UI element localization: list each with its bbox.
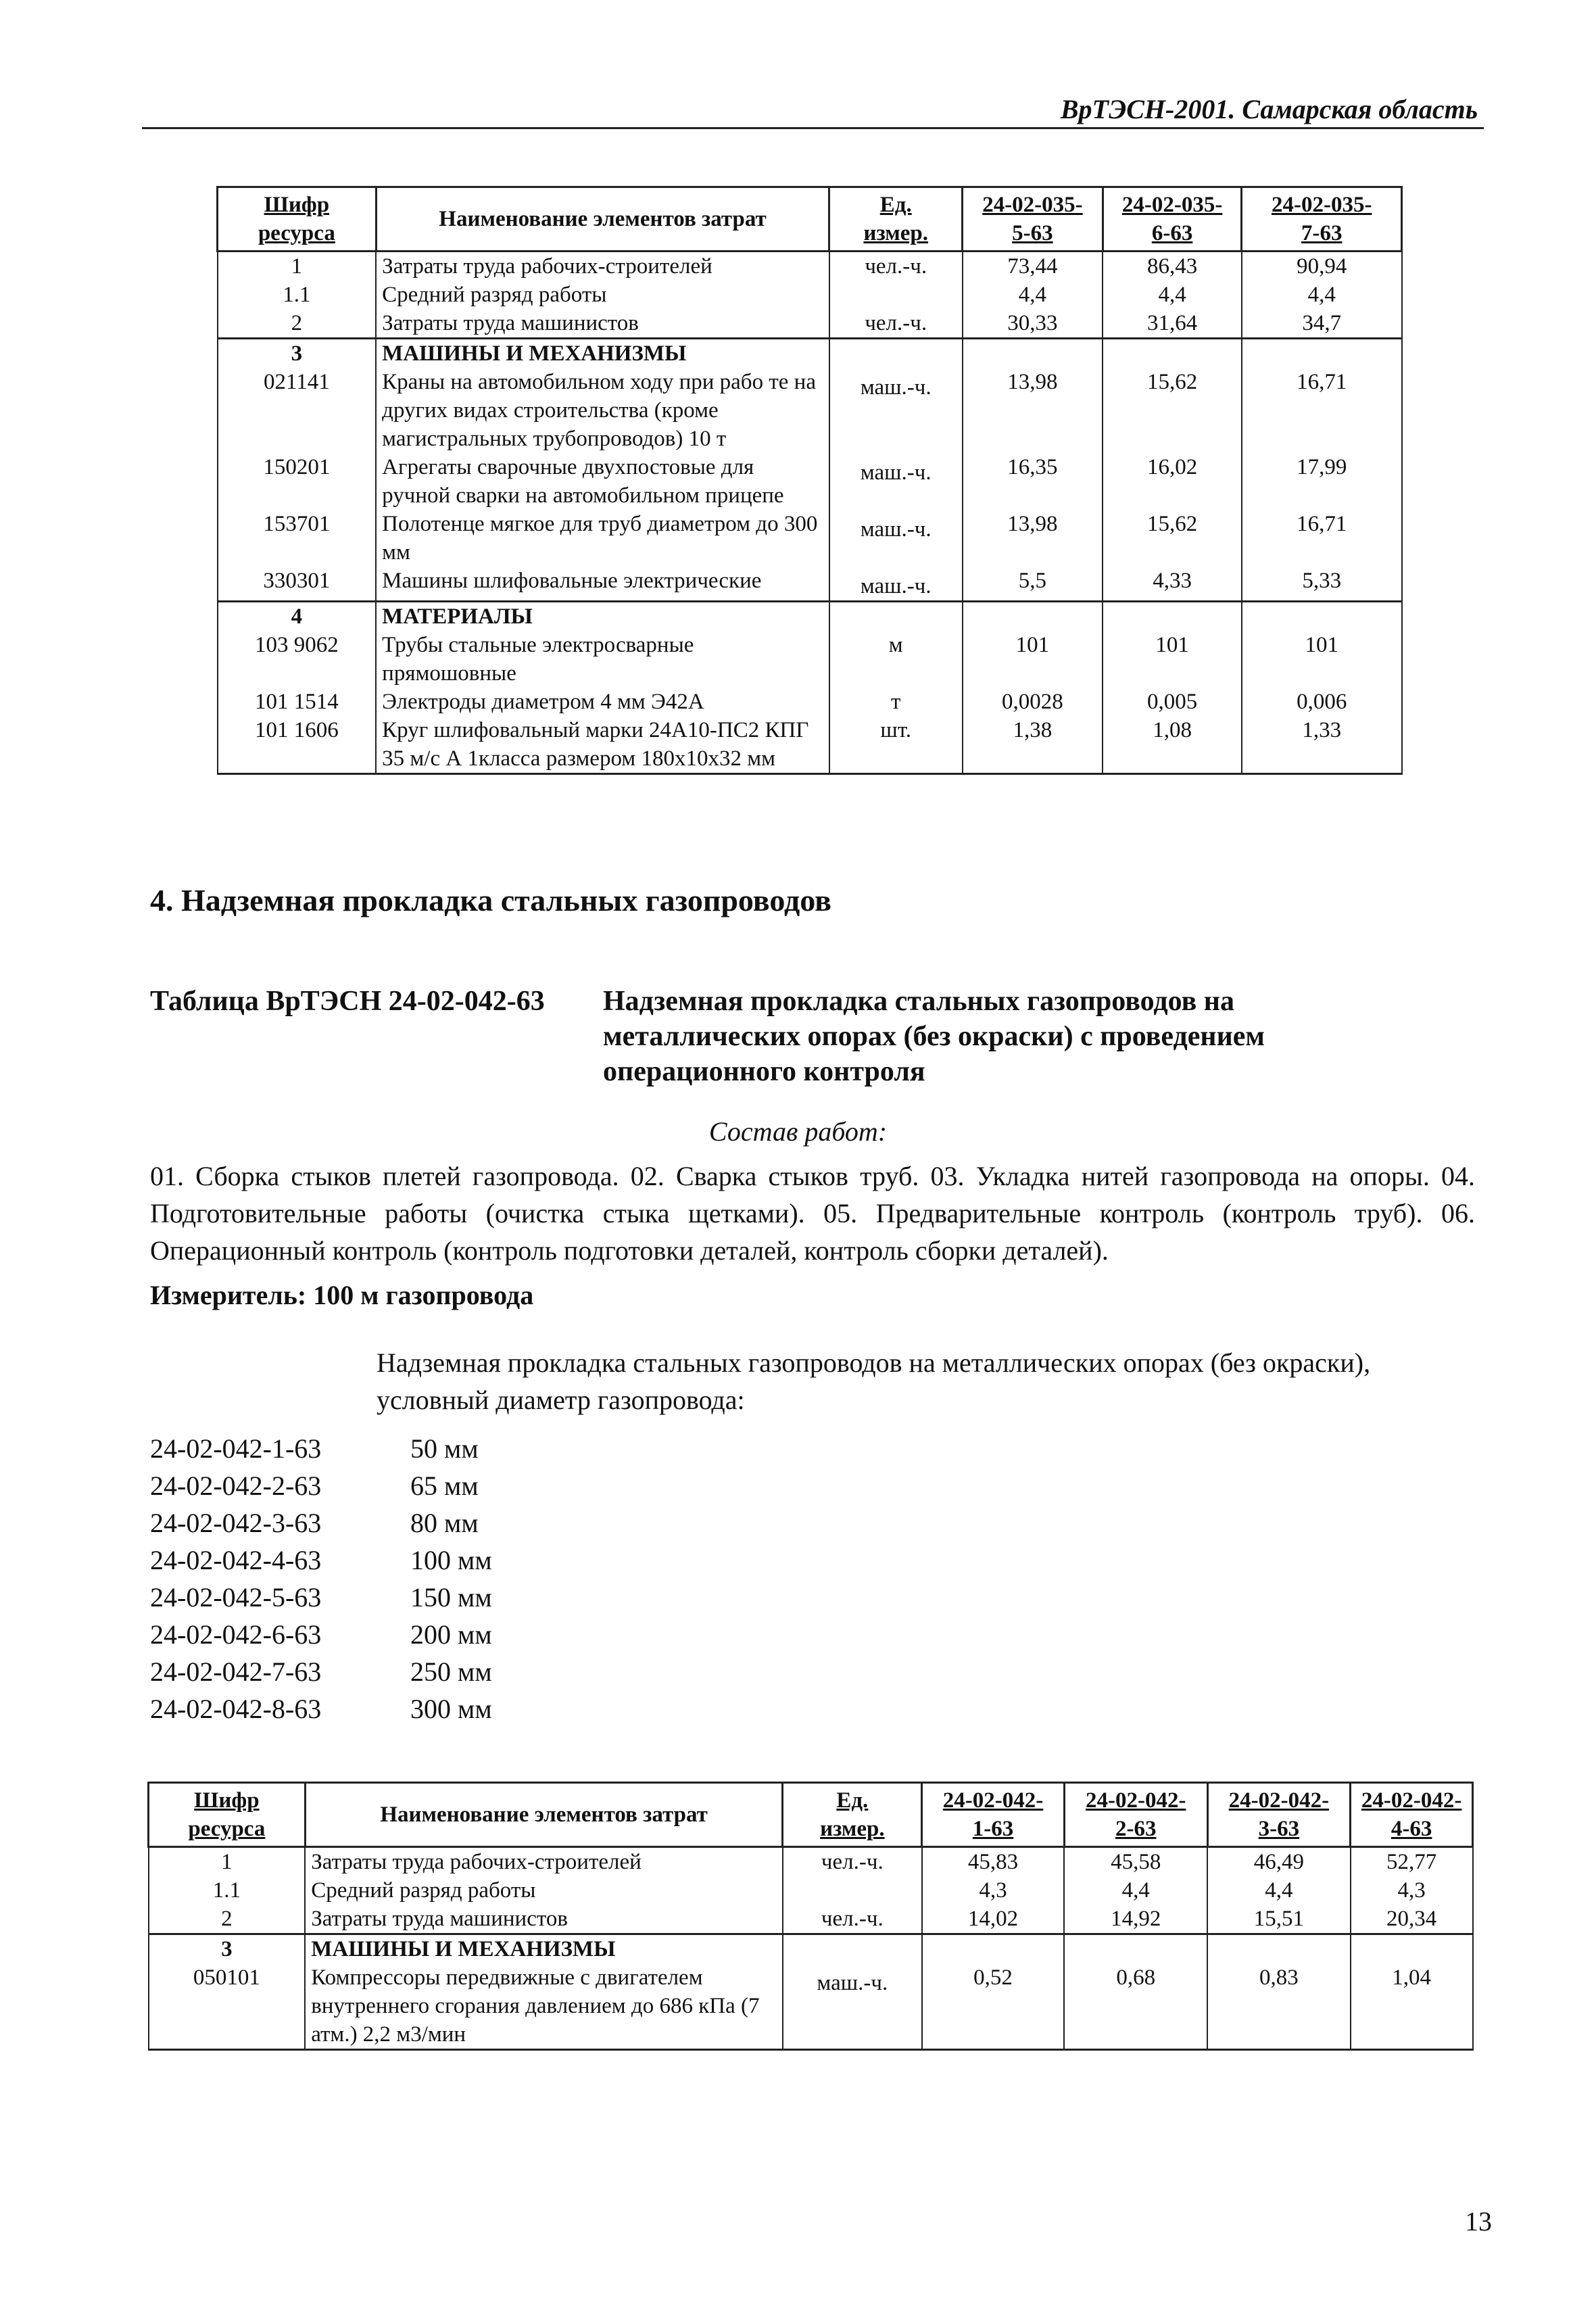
row-value: 4,3 [922,1876,1065,1905]
row-value: 4,33 [1103,567,1242,602]
list-item [150,1653,492,1690]
col-unit-header: Ед. измер. [783,1783,922,1847]
table-row [149,1847,1473,1877]
variants-list [150,1430,492,1727]
row-value: 4,3 [1351,1876,1473,1905]
variant-size: 80 мм [410,1508,479,1538]
group-title-row [218,602,1402,631]
row-code: 101 1606 [218,716,377,774]
table-row [218,510,1402,567]
row-value: 1,08 [1103,716,1242,774]
row-value: 16,71 [1242,368,1402,453]
group-title-row [149,1934,1473,1964]
group-title: МАШИНЫ И МЕХАНИЗМЫ [376,339,829,368]
row-value: 16,35 [963,453,1103,510]
row-unit: маш.-ч. [829,453,963,510]
table-caption-text: Надземная прокладка стальных газопроводов на металлических опорах (без окраски) с проведением операционного контроля [603,986,1265,1087]
row-value: 13,98 [963,510,1103,567]
row-unit: маш.-ч. [829,368,963,453]
table-header [149,1783,1473,1847]
col-variant-header: 24-02-035- 6-63 [1103,187,1242,252]
row-value: 15,51 [1207,1905,1351,1934]
row-value: 0,0028 [963,688,1103,716]
row-value: 0,005 [1103,688,1242,716]
row-code: 330301 [218,567,377,602]
row-code: 101 1514 [218,688,377,716]
col-code-header: Шифр ресурса [218,187,377,252]
table-row [218,368,1402,453]
table-row [218,631,1402,688]
row-code: 2 [218,309,377,339]
machines-group [149,1934,1473,2050]
work-composition-title: Состав работ: [708,1116,888,1147]
row-value: 4,4 [1064,1876,1207,1905]
row-value: 45,83 [922,1847,1065,1877]
col-name-header: Наименование элементов затрат [376,187,829,252]
row-value: 0,006 [1242,688,1402,716]
variant-code: 24-02-042-5-63 [150,1582,322,1613]
table-row [149,1963,1473,2050]
row-code: 1.1 [149,1876,306,1905]
list-item [150,1430,492,1467]
row-unit: чел.-ч. [829,309,963,339]
row-code: 150201 [218,453,377,510]
row-unit: маш.-ч. [783,1963,922,2050]
row-unit: маш.-ч. [829,510,963,567]
row-value: 15,62 [1103,368,1242,453]
row-name: Средний разряд работы [376,281,829,309]
variant-size: 250 мм [410,1656,492,1687]
row-name: Круг шлифовальный марки 24А10-ПС2 КПГ 35 м/с А 1класса размером 180x10x32 мм [376,716,829,774]
row-unit: м [829,631,963,688]
row-value: 0,83 [1207,1963,1351,2050]
row-name: Агрегаты сварочные двухпостовые для ручной сварки на автомобильном прицепе [376,453,829,510]
row-name: Трубы стальные электросварные прямошовные [376,631,829,688]
list-item [150,1467,492,1504]
variant-size: 150 мм [410,1582,492,1613]
row-name: Средний разряд работы [305,1876,783,1905]
row-value: 4,4 [1103,281,1242,309]
row-name: Электроды диаметром 4 мм Э42А [376,688,829,716]
col-variant-header: 24-02-042- 2-63 [1064,1783,1207,1847]
row-value: 90,94 [1242,252,1402,281]
row-unit: чел.-ч. [829,252,963,281]
group-title: МАТЕРИАЛЫ [376,602,829,631]
row-name: Затраты труда рабочих-строителей [305,1847,783,1877]
group-title: МАШИНЫ И МЕХАНИЗМЫ [305,1934,783,1964]
col-name-header: Наименование элементов затрат [305,1783,783,1847]
row-unit: шт. [829,716,963,774]
table-row [218,252,1402,281]
row-value: 1,38 [963,716,1103,774]
row-value: 30,33 [963,309,1103,339]
variant-size: 100 мм [410,1545,492,1575]
row-name: Краны на автомобильном ходу при рабо те на других видах строительства (кроме магистральных трубопроводов) 10 т [376,368,829,453]
variant-code: 24-02-042-6-63 [150,1619,322,1650]
list-item [150,1690,492,1727]
row-value: 45,58 [1064,1847,1207,1877]
col-variant-header: 24-02-042- 4-63 [1351,1783,1473,1847]
row-name: Компрессоры передвижные с двигателем внутреннего сгорания давлением до 686 кПа (7 атм.) 2,2 м3/мин [305,1963,783,2050]
table-row [218,309,1402,339]
machines-group [218,339,1402,602]
row-name: Затраты труда машинистов [305,1905,783,1934]
row-value: 14,92 [1064,1905,1207,1934]
row-name: Затраты труда рабочих-строителей [376,252,829,281]
row-value: 13,98 [963,368,1103,453]
group-code: 4 [218,602,377,631]
row-unit: т [829,688,963,716]
labor-group [218,252,1402,339]
section-heading: 4. Надземная прокладка стальных газопроводов [150,883,831,917]
group-code: 3 [149,1934,306,1964]
row-value: 5,33 [1242,567,1402,602]
row-value: 4,4 [1207,1876,1351,1905]
row-value: 101 [963,631,1103,688]
row-value: 5,5 [963,567,1103,602]
row-code: 1 [149,1847,306,1877]
col-variant-header: 24-02-042- 3-63 [1207,1783,1351,1847]
variant-size: 50 мм [410,1433,479,1464]
labor-group [149,1847,1473,1934]
variant-code: 24-02-042-2-63 [150,1471,322,1501]
table-header [218,187,1402,252]
table-row [218,453,1402,510]
row-value: 20,34 [1351,1905,1473,1934]
row-value: 1,33 [1242,716,1402,774]
row-unit: чел.-ч. [783,1847,922,1877]
row-value: 16,71 [1242,510,1402,567]
row-value: 86,43 [1103,252,1242,281]
row-value: 73,44 [963,252,1103,281]
list-item [150,1504,492,1542]
row-unit: чел.-ч. [783,1905,922,1934]
row-unit [783,1876,922,1905]
row-code: 021141 [218,368,377,453]
group-code: 3 [218,339,377,368]
row-value: 1,04 [1351,1963,1473,2050]
variant-size: 65 мм [410,1471,479,1501]
page-number: 13 [1465,2206,1492,2237]
row-unit: маш.-ч. [829,567,963,602]
table-row [218,716,1402,774]
col-variant-header: 24-02-035- 5-63 [963,187,1103,252]
running-header: ВрТЭСН-2001. Самарская область [1060,94,1478,124]
row-value: 46,49 [1207,1847,1351,1877]
resource-table-035 [216,186,1403,775]
row-value: 101 [1242,631,1402,688]
variant-code: 24-02-042-1-63 [150,1433,322,1464]
row-value: 31,64 [1103,309,1242,339]
variants-description: Надземная прокладка стальных газопроводов на металлических опорах (без окраски), условный диаметр газопровода: [377,1347,1371,1415]
row-code: 153701 [218,510,377,567]
row-value: 4,4 [1242,281,1402,309]
row-value: 34,7 [1242,309,1402,339]
group-title-row [218,339,1402,368]
row-value: 14,02 [922,1905,1065,1934]
table-caption-label: Таблица ВрТЭСН 24-02-042-63 [150,986,545,1017]
row-value: 52,77 [1351,1847,1473,1877]
row-unit [829,281,963,309]
row-name: Затраты труда машинистов [376,309,829,339]
variant-size: 300 мм [410,1694,492,1724]
col-unit-header: Ед. измер. [829,187,963,252]
table-row [149,1905,1473,1934]
row-code: 1.1 [218,281,377,309]
row-code: 050101 [149,1963,306,2050]
row-value: 101 [1103,631,1242,688]
variant-code: 24-02-042-7-63 [150,1656,322,1687]
table-row [218,567,1402,602]
measurement-unit: Измеритель: 100 м газопровода [150,1280,534,1310]
materials-group [218,602,1402,774]
resource-table-042 [147,1782,1474,2051]
row-value: 0,68 [1064,1963,1207,2050]
variant-code: 24-02-042-8-63 [150,1694,322,1724]
list-item [150,1579,492,1616]
row-name: Машины шлифовальные электрические [376,567,829,602]
row-value: 15,62 [1103,510,1242,567]
variant-code: 24-02-042-3-63 [150,1508,322,1538]
row-code: 103 9062 [218,631,377,688]
row-code: 1 [218,252,377,281]
col-variant-header: 24-02-042- 1-63 [922,1783,1065,1847]
row-value: 4,4 [963,281,1103,309]
work-composition-text: 01. Сборка стыков плетей газопровода. 02. Сварка стыков труб. 03. Укладка нитей газопровода на опоры. 04. Подготовительные работы (очистка стыка щетками). 05. Предварительные контроль (контроль труб). 06. Операционный контроль (контроль подготовки деталей, контроль сборки деталей). [150,1161,1475,1266]
variant-code: 24-02-042-4-63 [150,1545,322,1575]
col-variant-header: 24-02-035- 7-63 [1242,187,1402,252]
row-value: 0,52 [922,1963,1065,2050]
table-row [218,688,1402,716]
row-code: 2 [149,1905,306,1934]
header-rule [142,127,1484,129]
table-row [218,281,1402,309]
list-item [150,1616,492,1653]
row-value: 17,99 [1242,453,1402,510]
variant-size: 200 мм [410,1619,492,1650]
col-code-header: Шифр ресурса [149,1783,306,1847]
list-item [150,1542,492,1579]
row-value: 16,02 [1103,453,1242,510]
table-row [149,1876,1473,1905]
row-name: Полотенце мягкое для труб диаметром до 300 мм [376,510,829,567]
